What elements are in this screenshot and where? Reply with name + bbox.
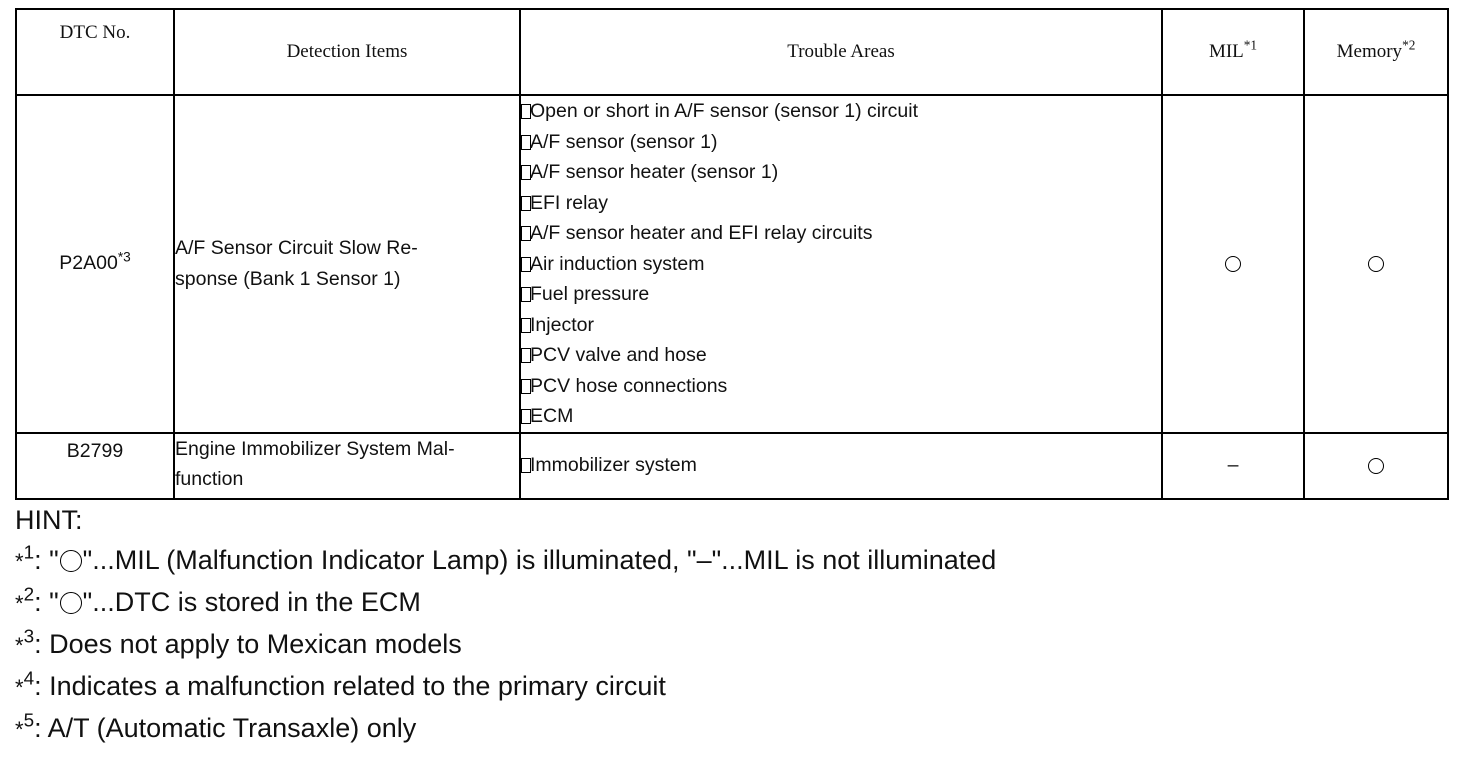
footnote-asterisk: *: [15, 675, 24, 700]
trouble-area-label: Fuel pressure: [530, 283, 650, 305]
header-mil: [1162, 9, 1304, 95]
trouble-area-item: [521, 401, 1161, 432]
footnote-asterisk: *: [15, 591, 24, 616]
trouble-area-label: A/F sensor heater (sensor 1): [530, 161, 779, 183]
trouble-area-item: [521, 450, 1161, 481]
hint-text: : ": [34, 545, 59, 575]
cell-mil-status: [1162, 433, 1304, 499]
trouble-area-item: [521, 188, 1161, 219]
header-memory-footnote: *2: [1402, 37, 1416, 53]
detection-item-line-1: A/F Sensor Circuit Slow Re-: [175, 236, 418, 259]
trouble-area-label: Air induction system: [530, 252, 705, 275]
trouble-area-item: [521, 279, 1161, 310]
table-row-b2799: [16, 433, 1448, 499]
circle-icon: [1225, 256, 1241, 272]
trouble-area-item: [521, 310, 1161, 341]
header-mil-footnote: *1: [1243, 37, 1258, 53]
table-row-p2a00: [16, 95, 1448, 433]
hint-text: : Indicates a malfunction related to the primary circuit: [34, 671, 666, 701]
cell-dtc-code: [16, 433, 174, 499]
hint-section: [15, 500, 996, 750]
cell-memory-status: [1304, 95, 1448, 433]
circle-icon: [60, 592, 82, 614]
hint-footnote-5: [15, 708, 996, 750]
trouble-area-item: [521, 218, 1161, 249]
trouble-area-label: A/F sensor (sensor 1): [530, 130, 718, 153]
hint-footnote-1: [15, 540, 996, 582]
cell-detection-item: [174, 433, 520, 499]
trouble-area-item: [521, 127, 1161, 158]
trouble-area-item: [521, 157, 1161, 188]
footnote-asterisk: *: [15, 549, 24, 574]
header-trouble-areas: Trouble Areas: [520, 9, 1162, 95]
trouble-area-label: A/F sensor heater and EFI relay circuits: [530, 222, 873, 244]
hint-text: : Does not apply to Mexican models: [34, 629, 462, 659]
hint-footnote-4: [15, 666, 996, 708]
detection-item-line-2: function: [175, 467, 244, 490]
header-dtc-no: DTC No.: [16, 9, 174, 95]
circle-icon: [1368, 458, 1384, 474]
hint-text: : ": [34, 587, 59, 617]
detection-item-line-1: Engine Immobilizer System Mal-: [175, 437, 455, 460]
cell-trouble-areas: [520, 95, 1162, 433]
footnote-asterisk: *: [15, 717, 24, 742]
footnote-ref: 2: [23, 584, 35, 606]
dtc-table: [15, 8, 1449, 500]
trouble-area-label: Open or short in A/F sensor (sensor 1) circuit: [530, 100, 918, 122]
cell-dtc-code: [16, 95, 174, 433]
table-header-row: [16, 9, 1448, 95]
hint-footnote-3: [15, 624, 996, 666]
trouble-area-label: PCV hose connections: [530, 374, 728, 397]
dtc-code-footnote: *3: [117, 249, 131, 265]
circle-icon: [1368, 256, 1384, 272]
footnote-ref: 5: [23, 710, 35, 732]
header-mil-label: MIL: [1208, 41, 1244, 62]
hint-text: "...DTC is stored in the ECM: [82, 587, 421, 617]
footnote-ref: 4: [23, 668, 35, 690]
hint-footnote-2: [15, 582, 996, 624]
trouble-area-label: PCV valve and hose: [530, 344, 707, 366]
dtc-code-b2799: B2799: [66, 439, 124, 462]
dtc-code-p2a00: P2A00: [59, 252, 118, 275]
dtc-table-container: [15, 8, 1447, 500]
trouble-area-item: [521, 340, 1161, 371]
cell-mil-status: [1162, 95, 1304, 433]
hint-title: HINT:: [15, 505, 83, 535]
footnote-ref: 3: [23, 626, 35, 648]
footnote-ref: 1: [23, 542, 35, 564]
cell-trouble-areas: [520, 433, 1162, 499]
detection-item-line-2: sponse (Bank 1 Sensor 1): [175, 267, 401, 290]
circle-icon: [60, 550, 82, 572]
mil-not-applicable: –: [1227, 454, 1239, 476]
header-memory-label: Memory: [1336, 41, 1403, 62]
trouble-area-label: Immobilizer system: [530, 454, 697, 477]
trouble-area-label: EFI relay: [530, 191, 609, 214]
header-memory: [1304, 9, 1448, 95]
footnote-asterisk: *: [15, 633, 24, 658]
header-detection-items: Detection Items: [174, 9, 520, 95]
hint-text: : A/T (Automatic Transaxle) only: [34, 713, 417, 743]
trouble-area-item: [521, 371, 1161, 402]
trouble-area-label: ECM: [530, 405, 574, 427]
trouble-area-item: [521, 249, 1161, 280]
hint-text: "...MIL (Malfunction Indicator Lamp) is illuminated, "–"...MIL is not illuminated: [82, 545, 997, 575]
trouble-area-label: Injector: [530, 313, 594, 336]
trouble-area-item: [521, 96, 1161, 127]
cell-detection-item: [174, 95, 520, 433]
cell-memory-status: [1304, 433, 1448, 499]
